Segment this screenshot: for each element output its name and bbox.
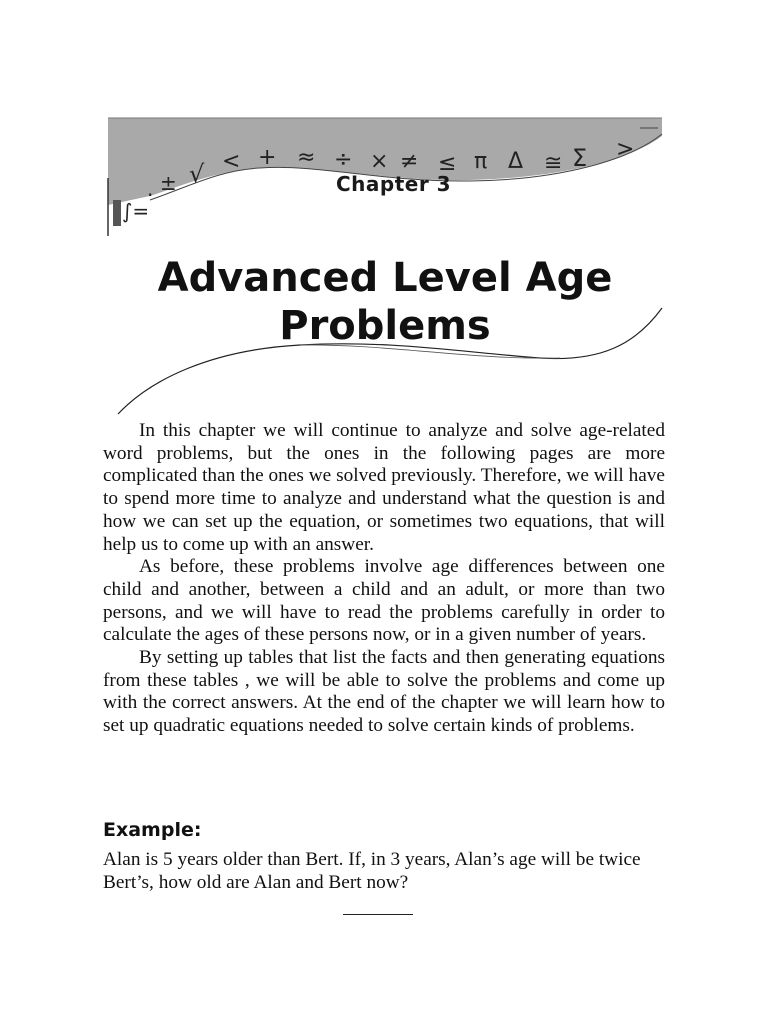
symbol-left: ∫= — [122, 199, 150, 223]
intro-text — [103, 420, 665, 738]
symbol-2: < — [222, 149, 241, 174]
paragraph-1: In this chapter we will continue to analyze and solve age-related word problems, but the ones in the following pages are more complicated than the ones we solved previously. Therefore, we will have to spend more time to analyze and understand what the question is and how we can set up the equation, or sometimes two equations, that will help us to come up with an answer. — [103, 420, 665, 555]
chapter-title-line-2: Problems — [279, 303, 491, 349]
chapter-label: Chapter 3 — [336, 172, 452, 196]
symbol-6: × — [370, 149, 389, 174]
symbol-5: ÷ — [334, 147, 353, 172]
symbol-8: ≤ — [438, 151, 457, 176]
symbol-1: √ — [189, 160, 205, 188]
symbol-7: ≠ — [400, 149, 419, 174]
symbol-13: > — [616, 137, 635, 162]
symbol-11: ≅ — [544, 151, 563, 176]
paragraph-3: By setting up tables that list the facts and then generating equations from these tables , we will be able to solve the problems and come up with the correct answers. At the end of the chapter we will learn how to set up quadratic equations needed to solve certain kinds of problems. — [103, 647, 665, 737]
symbol-3: + — [258, 145, 277, 170]
chapter-banner — [0, 0, 768, 420]
symbol-9: π — [474, 149, 488, 174]
section-rule — [343, 914, 413, 915]
symbol-dot: . — [147, 177, 154, 201]
example-heading: Example: — [103, 819, 202, 841]
symbol-12: Σ — [572, 144, 588, 172]
symbol-10: Δ — [508, 149, 524, 174]
chapter-title-line-1: Advanced Level Age — [157, 255, 613, 301]
symbol-4: ≈ — [297, 145, 316, 170]
paragraph-2: As before, these problems involve age differences between one child and another, between a child and an adult, or more than two persons, and we will have to read the problems carefully in order to calculate the ages of these persons now, or in a given number of years. — [103, 556, 665, 646]
symbol-0: ± — [160, 171, 177, 195]
banner-left-block — [113, 200, 121, 226]
chapter-title — [100, 254, 670, 350]
example-text: Alan is 5 years older than Bert. If, in 3 years, Alan’s age will be twice Bert’s, how old are Alan and Bert now? — [103, 849, 641, 893]
